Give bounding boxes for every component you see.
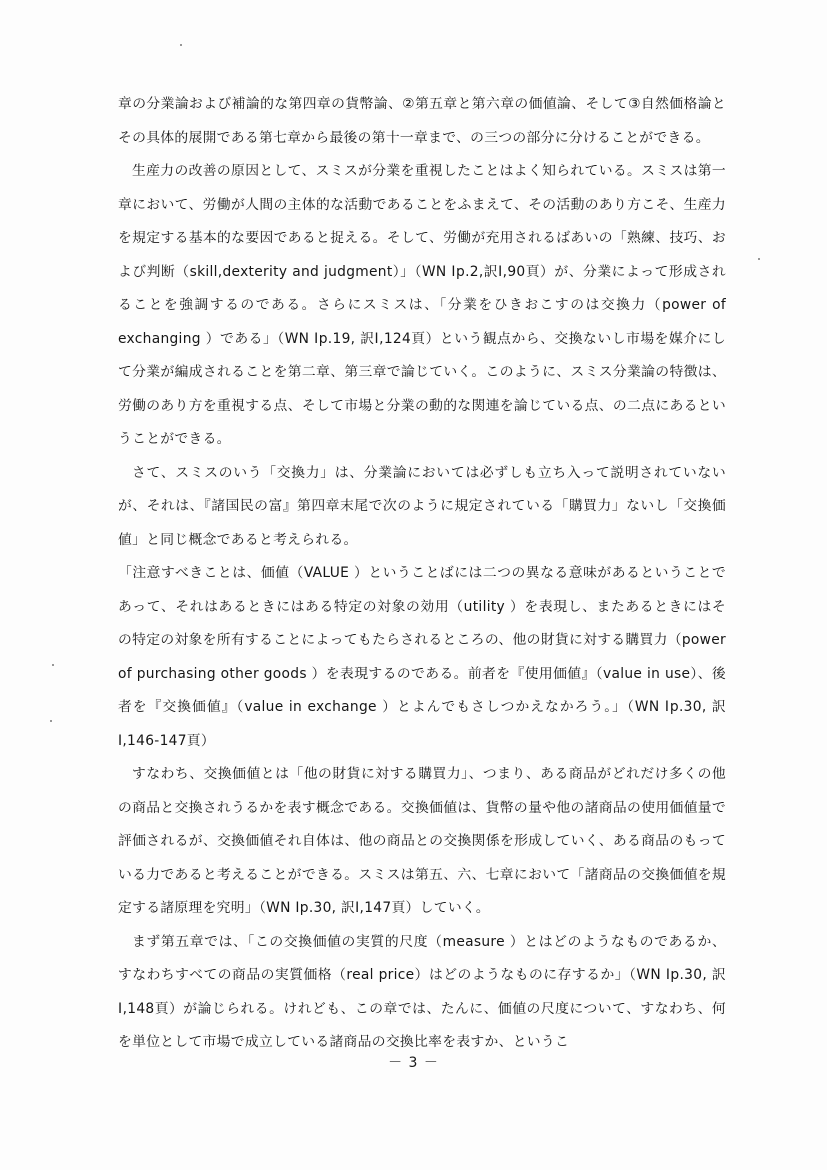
block-quotation-value: 「注意すべきことは、価値（VALUE ）ということばには二つの異なる意味があるということであって、それはあるときにはある特定の対象の効用（utility ）を表現し、またあるときにはその特定の対象を所有することによってもたらされるところの、他の財貨に対する購買力（power of purchasing other goods ）を表現するのである。前者を『使用価値』（value in use）、後者を『交換価値』（value in exchange ）とよんでもさしつかえなかろう。」（WN Ⅰp.30, 訳Ⅰ,146-147頁） [118, 565, 726, 749]
paragraph-continuation: 章の分業論および補論的な第四章の貨幣論、②第五章と第六章の価値論、そして③自然価格論とその具体的展開である第七章から最後の第十一章まで、の三つの部分に分けることができる。 [118, 96, 726, 146]
scan-speck [50, 720, 52, 722]
paragraph-exchange-power: さて、スミスのいう「交換力」は、分業論においては必ずしも立ち入って説明されていないが、それは、『諸国民の富』第四章末尾で次のように規定されている「購買力」ないし「交換価値」と同じ概念であると考えられる。 [118, 464, 726, 548]
body-text [118, 88, 726, 1060]
scan-speck [758, 258, 760, 260]
scan-speck [180, 44, 182, 46]
page-number: － 3 － [388, 1055, 439, 1071]
paragraph-chapter-five: まず第五章では、「この交換価値の実質的尺度（measure ）とはどのようなものであるか、すなわちすべての商品の実質価格（real price）はどのようなものに存するか」（WN Ⅰp.30, 訳Ⅰ,148頁）が論じられる。けれども、この章では、たんに、価値の尺度について、すなわち、何を単位として市場で成立している諸商品の交換比率を表すか、というこ [118, 933, 726, 1050]
paragraph-exchange-value: すなわち、交換価値とは「他の財貨に対する購買力」、つまり、ある商品がどれだけ多くの他の商品と交換されうるかを表す概念である。交換価値は、貨幣の量や他の諸商品の使用価値量で評価されるが、交換価値それ自体は、他の商品との交換関係を形成していく、ある商品のもっている力であると考えることができる。スミスは第五、六、七章において「諸商品の交換価値を規定する諸原理を究明」（WN Ⅰp.30, 訳Ⅰ,147頁）していく。 [118, 766, 726, 916]
paragraph-productivity-division-of-labor: 生産力の改善の原因として、スミスが分業を重視したことはよく知られている。スミスは第一章において、労働が人間の主体的な活動であることをふまえて、その活動のあり方こそ、生産力を規定する基本的な要因であると捉える。そして、労働が充用されるばあいの「熟練、技巧、および判断（skill,dexterity and judgment）」（WN Ⅰp.2,訳Ⅰ,90頁）が、分業によって形成されることを強調するのである。さらにスミスは、「分業をひきおこすのは交換力（power of exchanging ）である」（WN Ⅰp.19, 訳Ⅰ,124頁）という観点から、交換ないし市場を媒介にして分業が編成されることを第二章、第三章で論じていく。このように、スミス分業論の特徴は、労働のあり方を重視する点、そして市場と分業の動的な関連を論じている点、の二点にあるということができる。 [118, 163, 726, 447]
scan-speck [52, 664, 54, 666]
